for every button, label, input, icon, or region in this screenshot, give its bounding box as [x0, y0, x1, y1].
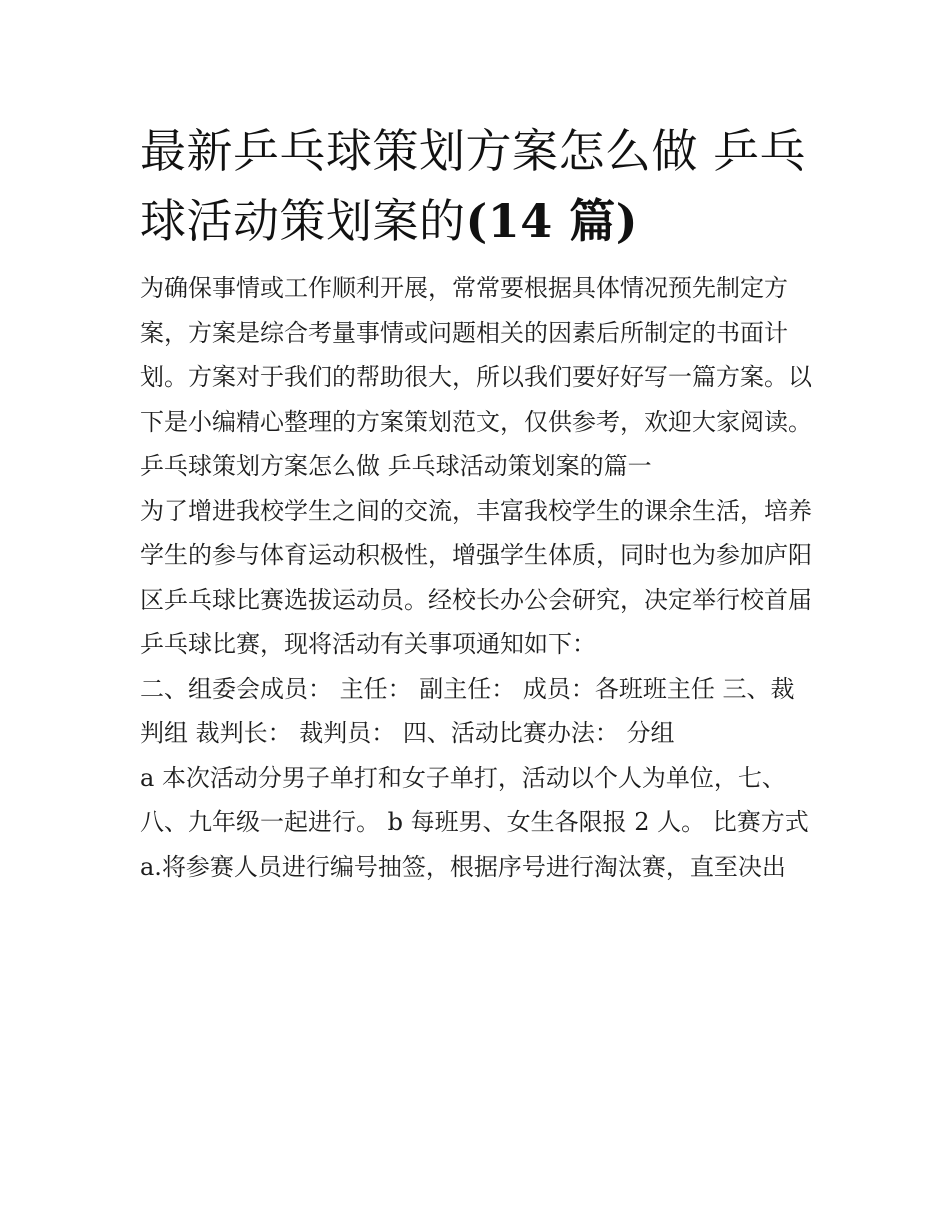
body-paragraph-notice: 为了增进我校学生之间的交流，丰富我校学生的课余生活，培养学生的参与体育运动积极性，增强学生体质，同时也为参加庐阳区乒乓球比赛选拔运动员。经校长办公会研究，决定举行校首届乒乓球比赛，现将活动有关事项通知如下： [140, 496, 812, 658]
document-title [140, 116, 812, 256]
section-heading: 乒乓球策划方案怎么做 乒乓球活动策划案的篇一 [140, 452, 652, 480]
document-title-count: (14 篇) [465, 194, 639, 248]
body-paragraph-format: a.将参赛人员进行编号抽签，根据序号进行淘汰赛，直至决出 [140, 852, 786, 881]
intro-paragraph: 为确保事情或工作顺利开展，常常要根据具体情况预先制定方案，方案是综合考量事情或问题相关的因素后所制定的书面计划。方案对于我们的帮助很大，所以我们要好好写一篇方案。以下是小编精心整理的方案策划范文，仅供参考，欢迎大家阅读。 [140, 274, 812, 436]
document-title-text: 最新乒乓球策划方案怎么做 乒乓球活动策划案的 [140, 124, 807, 248]
body-paragraph-grouping: a 本次活动分男子单打和女子单打，活动以个人为单位，七、八、九年级一起进行。 b 每班男、女生各限报 2 人。 比赛方式 [140, 763, 809, 836]
document-content [140, 116, 812, 889]
body-paragraph-committee: 二、组委会成员： 主任： 副主任： 成员：各班班主任 三、裁判组 裁判长： 裁判员： 四、活动比赛办法： 分组 [140, 674, 795, 747]
